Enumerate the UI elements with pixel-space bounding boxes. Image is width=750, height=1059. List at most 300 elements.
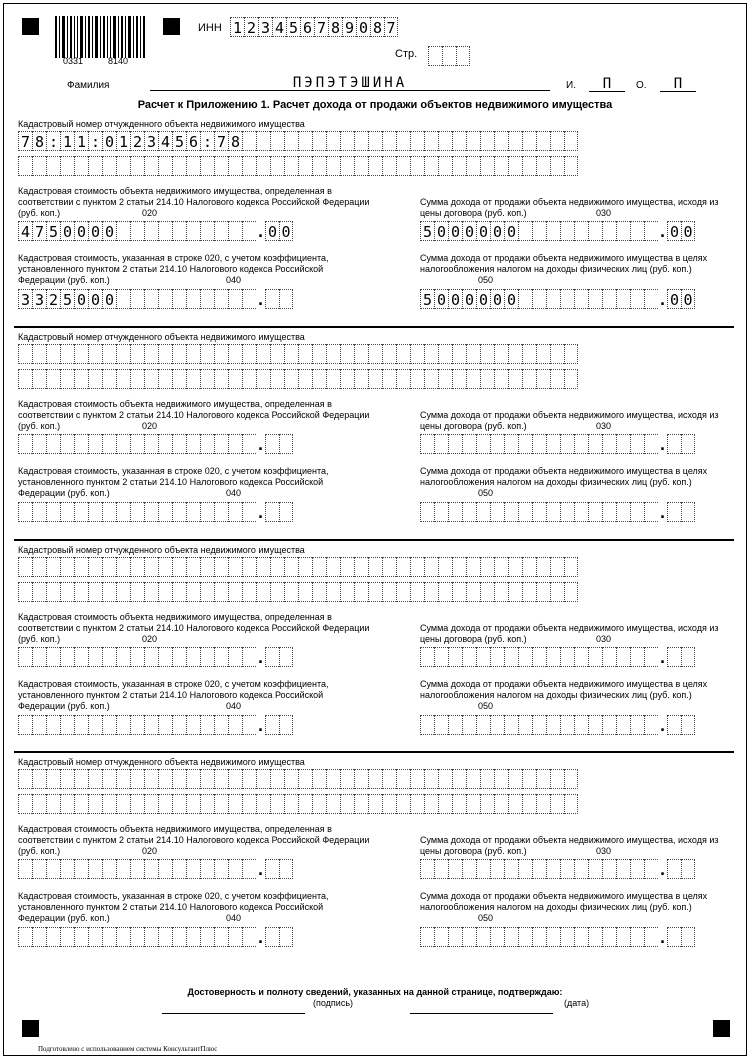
taxable-income-field-kop-cell[interactable]	[667, 715, 681, 735]
cadastral-char-cell[interactable]	[522, 557, 536, 577]
taxable-income-field-rub-cell[interactable]	[588, 289, 602, 309]
contract-income-field-rub-cell[interactable]	[448, 434, 462, 454]
cadastral-char-cell[interactable]	[74, 557, 88, 577]
taxable-income-field-rub-cell[interactable]	[448, 927, 462, 947]
cadastral-value-field-rub-cell[interactable]	[74, 859, 88, 879]
cadastral-number-field[interactable]	[18, 557, 578, 577]
taxable-income-field-rub-cell[interactable]	[476, 502, 490, 522]
cadastral-char-cell[interactable]	[32, 582, 46, 602]
taxable-income-field-rub-cell[interactable]: 0	[462, 289, 476, 309]
cadastral-char-cell[interactable]	[326, 769, 340, 789]
contract-income-field-rub-cell[interactable]	[504, 859, 518, 879]
contract-income-field-rub-cell[interactable]	[546, 859, 560, 879]
cadastral-char-cell[interactable]	[536, 369, 550, 389]
cadastral-char-cell[interactable]	[480, 557, 494, 577]
cadastral-coef-field-rub-cell[interactable]	[130, 289, 144, 309]
cadastral-char-cell[interactable]	[284, 769, 298, 789]
cadastral-char-cell[interactable]	[480, 794, 494, 814]
cadastral-char-cell[interactable]: :	[88, 131, 102, 151]
cadastral-value-field-rub-cell[interactable]	[214, 221, 228, 241]
cadastral-char-cell[interactable]	[298, 794, 312, 814]
cadastral-value-field-rub-cell[interactable]	[88, 434, 102, 454]
contract-income-field-rub-cell[interactable]	[630, 221, 644, 241]
contract-income-field-rub-cell[interactable]	[616, 647, 630, 667]
cadastral-value-field-rub-cell[interactable]: 4	[18, 221, 32, 241]
cadastral-char-cell[interactable]	[74, 369, 88, 389]
cadastral-char-cell[interactable]	[102, 369, 116, 389]
cadastral-char-cell[interactable]	[466, 344, 480, 364]
cadastral-coef-field-rub-cell[interactable]	[186, 927, 200, 947]
cadastral-char-cell[interactable]	[312, 769, 326, 789]
inn-digit-cell[interactable]: 5	[286, 17, 300, 37]
cadastral-char-cell[interactable]	[60, 369, 74, 389]
taxable-income-field-rub-cell[interactable]	[546, 502, 560, 522]
contract-income-field-rub-cell[interactable]	[434, 859, 448, 879]
cadastral-char-cell[interactable]	[424, 156, 438, 176]
cadastral-value-field-rub-cell[interactable]	[102, 647, 116, 667]
cadastral-char-cell[interactable]	[508, 557, 522, 577]
taxable-income-field-rub-cell[interactable]	[434, 927, 448, 947]
contract-income-field-rub-cell[interactable]	[462, 859, 476, 879]
cadastral-char-cell[interactable]	[32, 369, 46, 389]
cadastral-coef-field-rub-cell[interactable]	[88, 715, 102, 735]
inn-field[interactable]	[230, 17, 398, 37]
cadastral-value-field-rub-cell[interactable]	[102, 434, 116, 454]
cadastral-char-cell[interactable]	[410, 369, 424, 389]
cadastral-char-cell[interactable]	[200, 794, 214, 814]
taxable-income-field-kop-cell[interactable]: 0	[667, 289, 681, 309]
taxable-income-field-rub-cell[interactable]	[504, 502, 518, 522]
taxable-income-field-rub-cell[interactable]	[476, 715, 490, 735]
cadastral-char-cell[interactable]	[214, 369, 228, 389]
cadastral-coef-field-rub-cell[interactable]	[130, 927, 144, 947]
cadastral-char-cell[interactable]	[88, 156, 102, 176]
cadastral-char-cell[interactable]	[102, 794, 116, 814]
contract-income-field-rub-cell[interactable]	[518, 859, 532, 879]
cadastral-char-cell[interactable]	[32, 794, 46, 814]
first-initial-value[interactable]: П	[602, 76, 612, 92]
taxable-income-field-rub-cell[interactable]	[644, 715, 658, 735]
cadastral-char-cell[interactable]	[186, 769, 200, 789]
taxable-income-field[interactable]	[420, 715, 695, 735]
cadastral-char-cell[interactable]	[256, 369, 270, 389]
cadastral-value-field-rub-cell[interactable]	[46, 859, 60, 879]
contract-income-field-rub-cell[interactable]	[644, 434, 658, 454]
cadastral-value-field-kop-cell[interactable]: 0	[279, 221, 293, 241]
taxable-income-field-rub-cell[interactable]	[602, 502, 616, 522]
cadastral-char-cell[interactable]	[144, 769, 158, 789]
cadastral-char-cell[interactable]	[536, 769, 550, 789]
cadastral-char-cell[interactable]: 8	[32, 131, 46, 151]
cadastral-char-cell[interactable]	[536, 582, 550, 602]
cadastral-number-field[interactable]	[18, 131, 578, 151]
cadastral-number-field-continued[interactable]	[18, 369, 578, 389]
cadastral-char-cell[interactable]	[452, 582, 466, 602]
cadastral-char-cell[interactable]	[494, 156, 508, 176]
contract-income-field-rub-cell[interactable]	[518, 221, 532, 241]
cadastral-char-cell[interactable]	[466, 582, 480, 602]
cadastral-char-cell[interactable]	[340, 769, 354, 789]
taxable-income-field-rub-cell[interactable]	[560, 289, 574, 309]
cadastral-coef-field-kop-cell[interactable]	[265, 502, 279, 522]
patronymic-initial-value[interactable]: П	[673, 76, 683, 92]
cadastral-char-cell[interactable]	[158, 557, 172, 577]
cadastral-value-field-rub-cell[interactable]	[74, 434, 88, 454]
cadastral-char-cell[interactable]	[60, 769, 74, 789]
contract-income-field-rub-cell[interactable]	[616, 434, 630, 454]
cadastral-char-cell[interactable]	[438, 344, 452, 364]
taxable-income-field-rub-cell[interactable]	[602, 715, 616, 735]
cadastral-char-cell[interactable]	[410, 344, 424, 364]
taxable-income-field-rub-cell[interactable]: 5	[420, 289, 434, 309]
cadastral-number-field-continued[interactable]	[18, 156, 578, 176]
cadastral-char-cell[interactable]	[508, 369, 522, 389]
cadastral-char-cell[interactable]	[88, 769, 102, 789]
cadastral-char-cell[interactable]	[186, 156, 200, 176]
cadastral-value-field-rub-cell[interactable]	[200, 434, 214, 454]
cadastral-value-field-rub-cell[interactable]	[60, 434, 74, 454]
cadastral-char-cell[interactable]	[256, 156, 270, 176]
cadastral-char-cell[interactable]	[312, 557, 326, 577]
taxable-income-field-rub-cell[interactable]	[420, 927, 434, 947]
contract-income-field-rub-cell[interactable]	[602, 859, 616, 879]
cadastral-coef-field[interactable]	[18, 715, 293, 735]
taxable-income-field-rub-cell[interactable]	[644, 502, 658, 522]
taxable-income-field-rub-cell[interactable]	[588, 927, 602, 947]
contract-income-field-rub-cell[interactable]: 0	[434, 221, 448, 241]
cadastral-value-field-rub-cell[interactable]	[130, 859, 144, 879]
page-number-field[interactable]	[428, 46, 470, 66]
taxable-income-field-rub-cell[interactable]	[490, 715, 504, 735]
cadastral-char-cell[interactable]	[102, 156, 116, 176]
cadastral-char-cell[interactable]	[214, 769, 228, 789]
cadastral-coef-field-rub-cell[interactable]	[88, 502, 102, 522]
cadastral-char-cell[interactable]	[550, 344, 564, 364]
taxable-income-field-rub-cell[interactable]	[532, 502, 546, 522]
cadastral-char-cell[interactable]	[46, 156, 60, 176]
cadastral-char-cell[interactable]	[298, 369, 312, 389]
cadastral-char-cell[interactable]	[60, 582, 74, 602]
cadastral-char-cell[interactable]	[564, 344, 578, 364]
cadastral-char-cell[interactable]	[396, 769, 410, 789]
cadastral-char-cell[interactable]	[494, 369, 508, 389]
cadastral-char-cell[interactable]	[270, 131, 284, 151]
contract-income-field-rub-cell[interactable]	[616, 859, 630, 879]
cadastral-char-cell[interactable]	[102, 557, 116, 577]
cadastral-char-cell[interactable]	[368, 582, 382, 602]
cadastral-value-field-kop-cell[interactable]	[265, 647, 279, 667]
cadastral-char-cell[interactable]	[130, 769, 144, 789]
cadastral-coef-field-rub-cell[interactable]	[214, 289, 228, 309]
cadastral-char-cell[interactable]	[480, 369, 494, 389]
cadastral-number-field[interactable]	[18, 344, 578, 364]
cadastral-char-cell[interactable]	[522, 131, 536, 151]
cadastral-char-cell[interactable]	[368, 557, 382, 577]
cadastral-char-cell[interactable]	[130, 156, 144, 176]
cadastral-value-field-rub-cell[interactable]	[130, 647, 144, 667]
contract-income-field-rub-cell[interactable]: 0	[490, 221, 504, 241]
cadastral-char-cell[interactable]	[200, 344, 214, 364]
cadastral-char-cell[interactable]	[256, 794, 270, 814]
cadastral-char-cell[interactable]	[396, 582, 410, 602]
cadastral-value-field-rub-cell[interactable]	[102, 859, 116, 879]
cadastral-char-cell[interactable]	[326, 369, 340, 389]
contract-income-field-rub-cell[interactable]	[560, 859, 574, 879]
contract-income-field-rub-cell[interactable]	[504, 434, 518, 454]
cadastral-coef-field-rub-cell[interactable]: 2	[46, 289, 60, 309]
cadastral-coef-field-rub-cell[interactable]	[144, 927, 158, 947]
cadastral-value-field-rub-cell[interactable]	[242, 221, 256, 241]
cadastral-coef-field-rub-cell[interactable]	[242, 927, 256, 947]
taxable-income-field-kop-cell[interactable]	[681, 927, 695, 947]
cadastral-char-cell[interactable]	[438, 131, 452, 151]
cadastral-value-field-rub-cell[interactable]	[214, 859, 228, 879]
cadastral-value-field-rub-cell[interactable]	[32, 647, 46, 667]
cadastral-char-cell[interactable]	[284, 131, 298, 151]
contract-income-field-rub-cell[interactable]	[560, 221, 574, 241]
cadastral-coef-field-kop-cell[interactable]	[279, 715, 293, 735]
cadastral-char-cell[interactable]	[494, 344, 508, 364]
taxable-income-field-rub-cell[interactable]	[462, 502, 476, 522]
cadastral-char-cell[interactable]	[88, 344, 102, 364]
cadastral-char-cell[interactable]	[410, 156, 424, 176]
cadastral-coef-field-rub-cell[interactable]	[18, 715, 32, 735]
cadastral-coef-field-rub-cell[interactable]	[102, 715, 116, 735]
cadastral-char-cell[interactable]	[340, 794, 354, 814]
taxable-income-field-rub-cell[interactable]	[560, 927, 574, 947]
cadastral-char-cell[interactable]	[116, 557, 130, 577]
cadastral-char-cell[interactable]	[508, 582, 522, 602]
cadastral-coef-field-rub-cell[interactable]	[32, 715, 46, 735]
cadastral-char-cell[interactable]	[270, 156, 284, 176]
contract-income-field-rub-cell[interactable]	[602, 647, 616, 667]
cadastral-char-cell[interactable]	[396, 156, 410, 176]
cadastral-char-cell[interactable]	[186, 369, 200, 389]
cadastral-char-cell[interactable]	[564, 156, 578, 176]
cadastral-char-cell[interactable]	[144, 582, 158, 602]
cadastral-value-field-rub-cell[interactable]	[60, 859, 74, 879]
cadastral-coef-field-rub-cell[interactable]	[172, 289, 186, 309]
cadastral-char-cell[interactable]	[74, 344, 88, 364]
cadastral-char-cell[interactable]	[298, 344, 312, 364]
cadastral-char-cell[interactable]	[284, 156, 298, 176]
contract-income-field-rub-cell[interactable]	[560, 434, 574, 454]
cadastral-value-field-rub-cell[interactable]	[130, 221, 144, 241]
cadastral-coef-field-rub-cell[interactable]	[228, 927, 242, 947]
taxable-income-field-rub-cell[interactable]	[644, 927, 658, 947]
inn-digit-cell[interactable]: 7	[314, 17, 328, 37]
cadastral-char-cell[interactable]	[480, 582, 494, 602]
cadastral-value-field-rub-cell[interactable]: 5	[46, 221, 60, 241]
contract-income-field-rub-cell[interactable]	[490, 434, 504, 454]
cadastral-char-cell[interactable]	[466, 369, 480, 389]
cadastral-char-cell[interactable]	[396, 557, 410, 577]
cadastral-coef-field-rub-cell[interactable]	[46, 715, 60, 735]
contract-income-field-rub-cell[interactable]	[504, 647, 518, 667]
cadastral-coef-field-rub-cell[interactable]	[158, 715, 172, 735]
cadastral-char-cell[interactable]	[312, 131, 326, 151]
contract-income-field-rub-cell[interactable]	[574, 221, 588, 241]
cadastral-char-cell[interactable]	[172, 557, 186, 577]
cadastral-value-field-rub-cell[interactable]	[158, 434, 172, 454]
cadastral-coef-field-kop-cell[interactable]	[265, 289, 279, 309]
cadastral-char-cell[interactable]	[452, 131, 466, 151]
contract-income-field-rub-cell[interactable]	[476, 647, 490, 667]
taxable-income-field-rub-cell[interactable]	[560, 502, 574, 522]
cadastral-char-cell[interactable]	[270, 369, 284, 389]
cadastral-char-cell[interactable]	[326, 344, 340, 364]
cadastral-char-cell[interactable]	[242, 131, 256, 151]
cadastral-coef-field-rub-cell[interactable]: 0	[88, 289, 102, 309]
cadastral-char-cell[interactable]	[354, 769, 368, 789]
contract-income-field-rub-cell[interactable]	[546, 434, 560, 454]
cadastral-coef-field-rub-cell[interactable]	[214, 715, 228, 735]
cadastral-char-cell[interactable]	[564, 794, 578, 814]
cadastral-coef-field-rub-cell[interactable]	[228, 502, 242, 522]
taxable-income-field-rub-cell[interactable]	[630, 715, 644, 735]
cadastral-coef-field-rub-cell[interactable]: 5	[60, 289, 74, 309]
cadastral-coef-field-rub-cell[interactable]	[172, 715, 186, 735]
cadastral-char-cell[interactable]	[172, 344, 186, 364]
cadastral-coef-field-rub-cell[interactable]	[144, 715, 158, 735]
cadastral-char-cell[interactable]	[88, 794, 102, 814]
cadastral-char-cell[interactable]	[354, 582, 368, 602]
cadastral-char-cell[interactable]	[340, 557, 354, 577]
cadastral-char-cell[interactable]	[480, 131, 494, 151]
cadastral-char-cell[interactable]	[396, 344, 410, 364]
contract-income-field[interactable]	[420, 221, 695, 241]
cadastral-char-cell[interactable]	[200, 582, 214, 602]
cadastral-char-cell[interactable]	[158, 369, 172, 389]
contract-income-field-rub-cell[interactable]	[434, 647, 448, 667]
contract-income-field-rub-cell[interactable]	[630, 434, 644, 454]
cadastral-coef-field-rub-cell[interactable]	[172, 502, 186, 522]
cadastral-char-cell[interactable]	[522, 156, 536, 176]
cadastral-char-cell[interactable]	[298, 131, 312, 151]
cadastral-char-cell[interactable]	[18, 769, 32, 789]
cadastral-char-cell[interactable]	[382, 131, 396, 151]
taxable-income-field-kop-cell[interactable]	[667, 927, 681, 947]
inn-digit-cell[interactable]: 2	[244, 17, 258, 37]
cadastral-char-cell[interactable]	[242, 369, 256, 389]
cadastral-char-cell[interactable]	[158, 344, 172, 364]
taxable-income-field-rub-cell[interactable]	[518, 927, 532, 947]
cadastral-char-cell[interactable]	[452, 344, 466, 364]
cadastral-char-cell[interactable]	[424, 369, 438, 389]
cadastral-char-cell[interactable]	[228, 557, 242, 577]
cadastral-coef-field-rub-cell[interactable]	[200, 289, 214, 309]
cadastral-coef-field-rub-cell[interactable]	[74, 927, 88, 947]
cadastral-value-field-rub-cell[interactable]	[144, 434, 158, 454]
cadastral-coef-field-rub-cell[interactable]	[186, 289, 200, 309]
cadastral-coef-field-rub-cell[interactable]	[60, 715, 74, 735]
cadastral-char-cell[interactable]	[382, 156, 396, 176]
cadastral-char-cell[interactable]	[186, 344, 200, 364]
cadastral-char-cell[interactable]	[564, 582, 578, 602]
cadastral-value-field-rub-cell[interactable]: 0	[74, 221, 88, 241]
taxable-income-field-kop-cell[interactable]	[667, 502, 681, 522]
cadastral-char-cell[interactable]	[298, 156, 312, 176]
cadastral-char-cell[interactable]	[396, 131, 410, 151]
cadastral-char-cell[interactable]	[186, 582, 200, 602]
cadastral-char-cell[interactable]	[256, 557, 270, 577]
cadastral-char-cell[interactable]	[522, 769, 536, 789]
cadastral-char-cell[interactable]	[102, 582, 116, 602]
cadastral-coef-field-rub-cell[interactable]	[186, 502, 200, 522]
page-digit-cell[interactable]	[428, 46, 442, 66]
contract-income-field-kop-cell[interactable]	[681, 647, 695, 667]
taxable-income-field-rub-cell[interactable]	[616, 715, 630, 735]
cadastral-char-cell[interactable]	[172, 156, 186, 176]
cadastral-char-cell[interactable]: 1	[74, 131, 88, 151]
cadastral-coef-field-kop-cell[interactable]	[265, 927, 279, 947]
cadastral-char-cell[interactable]	[396, 369, 410, 389]
cadastral-char-cell[interactable]	[200, 557, 214, 577]
taxable-income-field-rub-cell[interactable]	[434, 715, 448, 735]
cadastral-char-cell[interactable]	[298, 582, 312, 602]
cadastral-char-cell[interactable]	[256, 582, 270, 602]
taxable-income-field-rub-cell[interactable]	[616, 502, 630, 522]
cadastral-coef-field[interactable]	[18, 502, 293, 522]
cadastral-char-cell[interactable]	[396, 794, 410, 814]
cadastral-char-cell[interactable]	[410, 794, 424, 814]
taxable-income-field-rub-cell[interactable]	[588, 715, 602, 735]
taxable-income-field-rub-cell[interactable]	[490, 502, 504, 522]
cadastral-char-cell[interactable]	[354, 557, 368, 577]
cadastral-char-cell[interactable]	[18, 156, 32, 176]
taxable-income-field-rub-cell[interactable]	[532, 289, 546, 309]
cadastral-char-cell[interactable]	[60, 557, 74, 577]
contract-income-field-kop-cell[interactable]	[681, 434, 695, 454]
cadastral-char-cell[interactable]	[536, 344, 550, 364]
cadastral-char-cell[interactable]	[410, 131, 424, 151]
cadastral-char-cell[interactable]: 7	[18, 131, 32, 151]
taxable-income-field-rub-cell[interactable]: 0	[448, 289, 462, 309]
cadastral-char-cell[interactable]	[46, 344, 60, 364]
taxable-income-field-rub-cell[interactable]	[602, 289, 616, 309]
cadastral-char-cell[interactable]	[368, 769, 382, 789]
cadastral-char-cell[interactable]	[158, 769, 172, 789]
cadastral-char-cell[interactable]	[410, 582, 424, 602]
taxable-income-field-rub-cell[interactable]	[574, 715, 588, 735]
taxable-income-field-rub-cell[interactable]	[518, 502, 532, 522]
taxable-income-field-rub-cell[interactable]	[504, 715, 518, 735]
cadastral-value-field[interactable]	[18, 434, 293, 454]
cadastral-char-cell[interactable]	[158, 156, 172, 176]
contract-income-field[interactable]	[420, 647, 695, 667]
cadastral-char-cell[interactable]	[564, 131, 578, 151]
contract-income-field-rub-cell[interactable]	[448, 647, 462, 667]
inn-digit-cell[interactable]: 8	[370, 17, 384, 37]
cadastral-coef-field-rub-cell[interactable]	[18, 502, 32, 522]
cadastral-coef-field-rub-cell[interactable]	[158, 927, 172, 947]
contract-income-field-kop-cell[interactable]	[667, 434, 681, 454]
cadastral-char-cell[interactable]	[298, 557, 312, 577]
cadastral-char-cell[interactable]	[494, 582, 508, 602]
cadastral-coef-field-rub-cell[interactable]	[242, 715, 256, 735]
cadastral-value-field-rub-cell[interactable]	[88, 859, 102, 879]
contract-income-field-rub-cell[interactable]	[602, 434, 616, 454]
cadastral-char-cell[interactable]	[494, 131, 508, 151]
cadastral-char-cell[interactable]	[368, 131, 382, 151]
contract-income-field-rub-cell[interactable]	[588, 859, 602, 879]
cadastral-char-cell[interactable]	[550, 156, 564, 176]
cadastral-value-field-rub-cell[interactable]	[46, 647, 60, 667]
cadastral-char-cell[interactable]	[452, 156, 466, 176]
cadastral-char-cell[interactable]	[284, 582, 298, 602]
cadastral-char-cell[interactable]	[452, 769, 466, 789]
cadastral-char-cell[interactable]	[312, 369, 326, 389]
